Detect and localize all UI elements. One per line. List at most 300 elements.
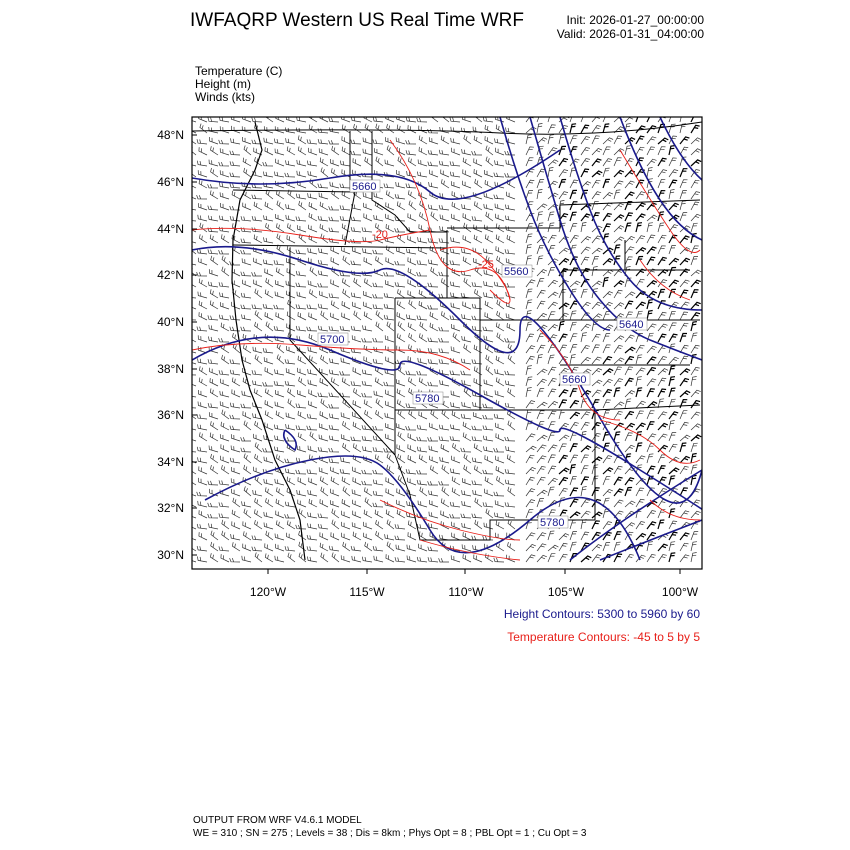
model-info: OUTPUT FROM WRF V4.6.1 MODEL bbox=[193, 815, 362, 826]
wind-barb bbox=[364, 203, 373, 210]
wind-barb bbox=[452, 202, 460, 210]
wind-barb bbox=[198, 203, 207, 210]
wind-barb bbox=[288, 333, 295, 342]
wind-barb bbox=[210, 433, 218, 441]
wind-barb bbox=[211, 454, 218, 463]
wind-barb bbox=[386, 401, 395, 408]
wind-barb bbox=[428, 557, 438, 562]
wind-barb bbox=[374, 391, 383, 397]
wind-barb bbox=[483, 249, 493, 255]
wind-barb bbox=[496, 246, 504, 254]
wind-barb bbox=[241, 216, 251, 221]
wind-barb bbox=[603, 400, 611, 408]
wind-barb bbox=[200, 223, 207, 232]
wind-barb bbox=[636, 377, 642, 386]
wind-barb bbox=[603, 270, 613, 276]
wind-barb bbox=[397, 125, 405, 133]
wind-barb bbox=[386, 434, 395, 441]
wind-barb bbox=[647, 257, 655, 265]
wind-barb bbox=[636, 302, 646, 309]
wind-barb bbox=[308, 446, 317, 452]
wind-barb bbox=[496, 456, 504, 463]
wind-barb bbox=[603, 147, 611, 155]
wind-barb bbox=[340, 326, 350, 331]
wind-barb bbox=[636, 147, 644, 155]
wind-barb bbox=[430, 290, 438, 298]
wind-barb bbox=[570, 488, 578, 496]
wind-barb bbox=[242, 368, 251, 375]
wind-barb bbox=[332, 267, 339, 276]
wind-barb bbox=[537, 544, 546, 551]
wind-barb bbox=[252, 536, 262, 541]
wind-barb bbox=[364, 522, 373, 529]
wind-barb bbox=[658, 369, 668, 375]
wind-barb bbox=[308, 369, 317, 375]
wind-barb bbox=[463, 257, 471, 265]
wind-barb bbox=[548, 325, 558, 332]
wind-barb bbox=[428, 359, 438, 364]
wind-barb bbox=[658, 312, 667, 320]
wind-barb bbox=[581, 148, 590, 156]
lon-label: 110°W bbox=[448, 585, 484, 599]
wind-barb bbox=[603, 138, 613, 144]
wind-barb bbox=[680, 312, 688, 320]
wind-barb bbox=[230, 458, 240, 463]
wind-barb bbox=[252, 305, 262, 310]
wind-barb bbox=[505, 249, 515, 254]
wind-barb bbox=[625, 501, 635, 507]
wind-barb bbox=[329, 206, 339, 210]
wind-barb bbox=[329, 448, 339, 452]
wind-barb bbox=[340, 469, 350, 474]
wind-barb bbox=[362, 370, 372, 375]
wind-barb bbox=[374, 193, 383, 199]
wind-barb bbox=[318, 271, 328, 276]
wind-barb bbox=[287, 533, 295, 540]
wind-barb bbox=[331, 377, 339, 386]
wind-barb bbox=[581, 324, 591, 331]
wind-barb bbox=[570, 180, 578, 188]
height-label: 5640 bbox=[619, 319, 644, 331]
wind-barb bbox=[364, 312, 372, 320]
wind-barb bbox=[691, 345, 700, 353]
wind-barb bbox=[526, 377, 532, 386]
wind-barb bbox=[570, 455, 578, 463]
wind-barb bbox=[231, 446, 240, 453]
wind-barb bbox=[614, 158, 622, 166]
wind-barb bbox=[296, 250, 306, 254]
wind-barb bbox=[298, 500, 306, 507]
wind-barb bbox=[526, 477, 535, 485]
wind-barb bbox=[321, 487, 328, 496]
wind-barb bbox=[329, 393, 339, 397]
wind-barb bbox=[332, 509, 339, 518]
wind-barb bbox=[680, 190, 687, 199]
wind-barb bbox=[680, 369, 690, 375]
wind-barb bbox=[440, 380, 449, 386]
valid-time: Valid: 2026-01-31_04:00:00 bbox=[556, 27, 704, 41]
wind-barb bbox=[318, 184, 328, 188]
wind-barb bbox=[362, 470, 372, 474]
wind-barb bbox=[331, 313, 339, 320]
wind-barb bbox=[669, 444, 677, 452]
wind-barb bbox=[691, 424, 701, 430]
wind-barb bbox=[419, 301, 427, 309]
wind-barb bbox=[264, 479, 273, 485]
wind-barb bbox=[276, 268, 284, 277]
wind-barb bbox=[266, 498, 274, 507]
wind-barb bbox=[592, 345, 600, 353]
wind-barb bbox=[417, 316, 427, 321]
wind-barb bbox=[244, 454, 251, 464]
wind-barb bbox=[592, 555, 601, 562]
wind-barb bbox=[452, 488, 460, 496]
wind-barb bbox=[353, 477, 361, 485]
wind-barb bbox=[581, 247, 591, 254]
wind-barb bbox=[286, 160, 296, 166]
wind-barb bbox=[548, 148, 557, 155]
wind-barb bbox=[398, 289, 406, 298]
wind-barb bbox=[285, 546, 295, 551]
wind-barb bbox=[614, 358, 624, 364]
wind-barb bbox=[485, 312, 493, 320]
wind-barb bbox=[526, 388, 532, 398]
wind-barb bbox=[537, 555, 547, 562]
wind-barb bbox=[373, 338, 383, 342]
wind-barb bbox=[658, 334, 666, 342]
wind-barb bbox=[592, 521, 600, 529]
wind-barb bbox=[230, 370, 240, 375]
wind-barb bbox=[669, 532, 678, 540]
wind-barb bbox=[265, 147, 273, 155]
wind-barb bbox=[276, 114, 284, 122]
wind-barb bbox=[474, 465, 482, 474]
wind-barb bbox=[351, 381, 361, 386]
wind-barb bbox=[614, 226, 624, 232]
wind-barb bbox=[636, 223, 642, 232]
wind-barb bbox=[198, 335, 207, 342]
wind-barb bbox=[428, 305, 438, 309]
wind-barb bbox=[395, 557, 405, 562]
wind-barb bbox=[409, 300, 416, 309]
wind-barb bbox=[331, 467, 339, 474]
wind-barb bbox=[570, 235, 579, 243]
wind-barb bbox=[495, 369, 504, 375]
wind-barb bbox=[559, 180, 566, 189]
wind-barb bbox=[230, 261, 240, 265]
wind-barb bbox=[341, 412, 350, 419]
wind-barb bbox=[647, 324, 656, 331]
wind-barb bbox=[483, 327, 493, 331]
wind-barb bbox=[669, 357, 679, 364]
wind-barb bbox=[296, 425, 306, 430]
wind-barb bbox=[309, 113, 317, 122]
wind-barb bbox=[472, 304, 482, 309]
wind-barb bbox=[343, 289, 350, 298]
wind-barb bbox=[548, 367, 556, 375]
wind-barb bbox=[429, 182, 438, 188]
wind-barb bbox=[472, 151, 482, 155]
wind-barb bbox=[592, 236, 601, 243]
wind-barb bbox=[647, 411, 655, 419]
wind-barb bbox=[496, 521, 504, 529]
wind-barb bbox=[526, 489, 535, 496]
wind-barb bbox=[352, 204, 361, 210]
wind-barb bbox=[320, 499, 328, 507]
wind-barb bbox=[274, 172, 284, 178]
wind-barb bbox=[494, 492, 504, 496]
wind-barb bbox=[396, 423, 405, 430]
wind-barb bbox=[592, 380, 602, 386]
wind-barb bbox=[451, 225, 460, 232]
wind-barb bbox=[219, 315, 229, 320]
wind-barb bbox=[219, 140, 229, 144]
wind-barb bbox=[636, 411, 644, 419]
wind-barb bbox=[232, 268, 240, 276]
wind-barb bbox=[408, 323, 416, 331]
wind-barb bbox=[559, 400, 567, 408]
wind-barb bbox=[285, 173, 295, 177]
wind-barb bbox=[342, 278, 350, 287]
wind-barb bbox=[625, 213, 633, 221]
wind-barb bbox=[208, 336, 218, 342]
wind-barb bbox=[287, 312, 295, 320]
wind-barb bbox=[636, 113, 643, 122]
wind-barb bbox=[210, 368, 218, 375]
wind-barb bbox=[439, 481, 449, 485]
wind-barb bbox=[417, 524, 427, 529]
wind-barb bbox=[329, 293, 339, 298]
wind-barb bbox=[680, 511, 689, 518]
wind-barb bbox=[537, 466, 546, 474]
wind-barb bbox=[329, 458, 339, 463]
wind-barb bbox=[669, 553, 675, 562]
wind-barb bbox=[658, 324, 668, 331]
wind-barb bbox=[603, 456, 612, 463]
wind-barb bbox=[186, 205, 196, 211]
wind-barb bbox=[342, 313, 350, 320]
wind-barb bbox=[373, 117, 383, 122]
wind-barb bbox=[276, 312, 284, 320]
wind-barb bbox=[241, 250, 251, 254]
wind-barb bbox=[450, 161, 460, 166]
wind-barb bbox=[243, 203, 251, 210]
wind-barb bbox=[669, 421, 675, 431]
wind-barb bbox=[691, 290, 699, 298]
wind-barb bbox=[680, 147, 688, 155]
wind-barb bbox=[526, 544, 536, 551]
wind-barb bbox=[197, 447, 207, 452]
wind-barb bbox=[376, 311, 383, 321]
wind-barb bbox=[274, 305, 284, 309]
wind-barb bbox=[581, 532, 589, 540]
wind-barb bbox=[581, 500, 590, 508]
wind-barb bbox=[647, 223, 653, 232]
wind-barb bbox=[230, 558, 240, 562]
wind-barb bbox=[398, 432, 405, 441]
wind-barb bbox=[329, 140, 339, 144]
wind-barb bbox=[263, 260, 273, 266]
wind-barb bbox=[286, 258, 295, 265]
wind-barb bbox=[321, 553, 328, 562]
wind-barb bbox=[342, 125, 350, 134]
wind-barb bbox=[442, 465, 449, 474]
wind-barb bbox=[362, 481, 372, 485]
field-winds: Winds (kts) bbox=[195, 90, 255, 104]
wind-barb bbox=[197, 195, 207, 199]
wind-barb bbox=[526, 555, 535, 562]
wind-barb bbox=[343, 256, 350, 265]
wind-barb bbox=[365, 498, 372, 508]
wind-barb bbox=[463, 169, 471, 177]
wind-barb bbox=[614, 532, 621, 540]
wind-barb bbox=[614, 203, 624, 210]
wind-barb bbox=[537, 301, 545, 309]
wind-barb bbox=[537, 445, 546, 452]
wind-barb bbox=[221, 422, 229, 430]
wind-barb bbox=[254, 434, 263, 441]
wind-barb bbox=[505, 283, 515, 287]
wind-barb bbox=[342, 522, 351, 529]
wind-barb bbox=[353, 467, 361, 474]
wind-barb bbox=[461, 293, 471, 298]
wind-barb bbox=[275, 280, 284, 287]
wind-barb bbox=[452, 148, 460, 155]
wind-barb bbox=[373, 250, 383, 254]
wind-barb bbox=[320, 543, 328, 551]
wind-barb bbox=[570, 531, 577, 540]
wind-barb bbox=[286, 138, 295, 144]
wind-barb bbox=[277, 344, 284, 354]
wind-barb bbox=[691, 553, 697, 563]
wind-barb bbox=[680, 422, 689, 430]
wind-barb bbox=[625, 367, 633, 375]
wind-barb bbox=[386, 554, 394, 562]
wind-barb bbox=[506, 258, 515, 265]
wind-barb bbox=[220, 148, 229, 155]
wind-barb bbox=[691, 367, 700, 375]
wind-barb bbox=[636, 214, 646, 221]
wind-barb bbox=[287, 477, 295, 485]
wind-barb bbox=[222, 410, 229, 419]
wind-barb bbox=[406, 469, 416, 474]
wind-barb bbox=[548, 487, 555, 496]
wind-barb bbox=[197, 327, 207, 332]
height-label: 5660 bbox=[352, 181, 377, 193]
wind-barb bbox=[395, 524, 405, 529]
wind-barb bbox=[485, 180, 493, 188]
height-contours-legend: Height Contours: 5300 to 5960 by 60 bbox=[503, 607, 700, 621]
wind-barb bbox=[537, 355, 543, 365]
wind-barb bbox=[494, 513, 504, 518]
wind-barb bbox=[376, 399, 383, 409]
wind-barb bbox=[343, 443, 350, 452]
wind-barb bbox=[647, 281, 657, 287]
wind-barb bbox=[285, 459, 295, 463]
wind-barb bbox=[636, 180, 644, 188]
wind-barb bbox=[505, 216, 515, 222]
wind-barb bbox=[297, 490, 306, 496]
wind-barb bbox=[614, 237, 624, 243]
wind-barb bbox=[264, 138, 273, 144]
wind-barb bbox=[495, 204, 504, 210]
wind-barb bbox=[462, 314, 471, 320]
wind-barb bbox=[329, 118, 339, 122]
wind-barb bbox=[320, 532, 328, 540]
wind-barb bbox=[219, 370, 229, 375]
wind-barb bbox=[581, 446, 591, 452]
wind-barb bbox=[472, 536, 482, 540]
wind-barb bbox=[362, 381, 372, 386]
wind-barb bbox=[198, 292, 207, 298]
wind-barb bbox=[208, 481, 218, 485]
wind-barb bbox=[243, 280, 251, 287]
wind-barb bbox=[353, 511, 361, 518]
wind-barb bbox=[581, 214, 590, 221]
wind-barb bbox=[441, 278, 449, 287]
wind-barb bbox=[559, 159, 568, 166]
wind-barb bbox=[658, 357, 667, 365]
wind-barb bbox=[406, 150, 416, 155]
wind-barb bbox=[398, 322, 405, 332]
wind-barb bbox=[625, 523, 635, 529]
wind-barb bbox=[397, 300, 405, 309]
wind-barb bbox=[285, 469, 295, 474]
wind-barb bbox=[320, 291, 329, 298]
wind-barb bbox=[451, 237, 460, 243]
wind-barb bbox=[474, 136, 482, 144]
wind-barb bbox=[474, 555, 482, 563]
wind-barb bbox=[397, 500, 406, 507]
wind-barb bbox=[309, 478, 317, 485]
wind-barb bbox=[298, 146, 306, 155]
wind-barb bbox=[430, 423, 439, 430]
wind-barb bbox=[241, 239, 251, 243]
wind-barb bbox=[264, 126, 273, 133]
wind-barb bbox=[592, 457, 602, 463]
wind-barb bbox=[669, 268, 676, 277]
wind-barb bbox=[495, 160, 505, 166]
wind-barb bbox=[581, 455, 589, 463]
wind-barb bbox=[625, 378, 634, 386]
wind-barb bbox=[548, 292, 558, 298]
wind-barb bbox=[276, 487, 284, 496]
wind-barb bbox=[462, 336, 471, 342]
wind-barb bbox=[417, 480, 427, 485]
wind-barb bbox=[308, 512, 318, 518]
wind-barb bbox=[241, 293, 251, 298]
wind-barb bbox=[342, 115, 351, 122]
wind-barb bbox=[450, 282, 460, 287]
wind-barb bbox=[296, 194, 306, 199]
wind-barb bbox=[548, 355, 555, 364]
wind-barb bbox=[254, 280, 262, 287]
wind-barb bbox=[309, 401, 317, 408]
wind-barb bbox=[658, 389, 666, 397]
wind-barb bbox=[451, 127, 460, 133]
wind-barb bbox=[647, 542, 653, 551]
wind-barb bbox=[537, 245, 544, 254]
wind-barb bbox=[614, 500, 623, 507]
wind-barb bbox=[691, 377, 697, 387]
wind-barb bbox=[363, 192, 372, 199]
wind-barb bbox=[219, 338, 229, 342]
wind-barb bbox=[691, 149, 701, 155]
wind-barb bbox=[548, 212, 554, 221]
wind-barb bbox=[244, 421, 251, 430]
wind-barb bbox=[352, 335, 361, 342]
wind-barb bbox=[232, 302, 241, 309]
